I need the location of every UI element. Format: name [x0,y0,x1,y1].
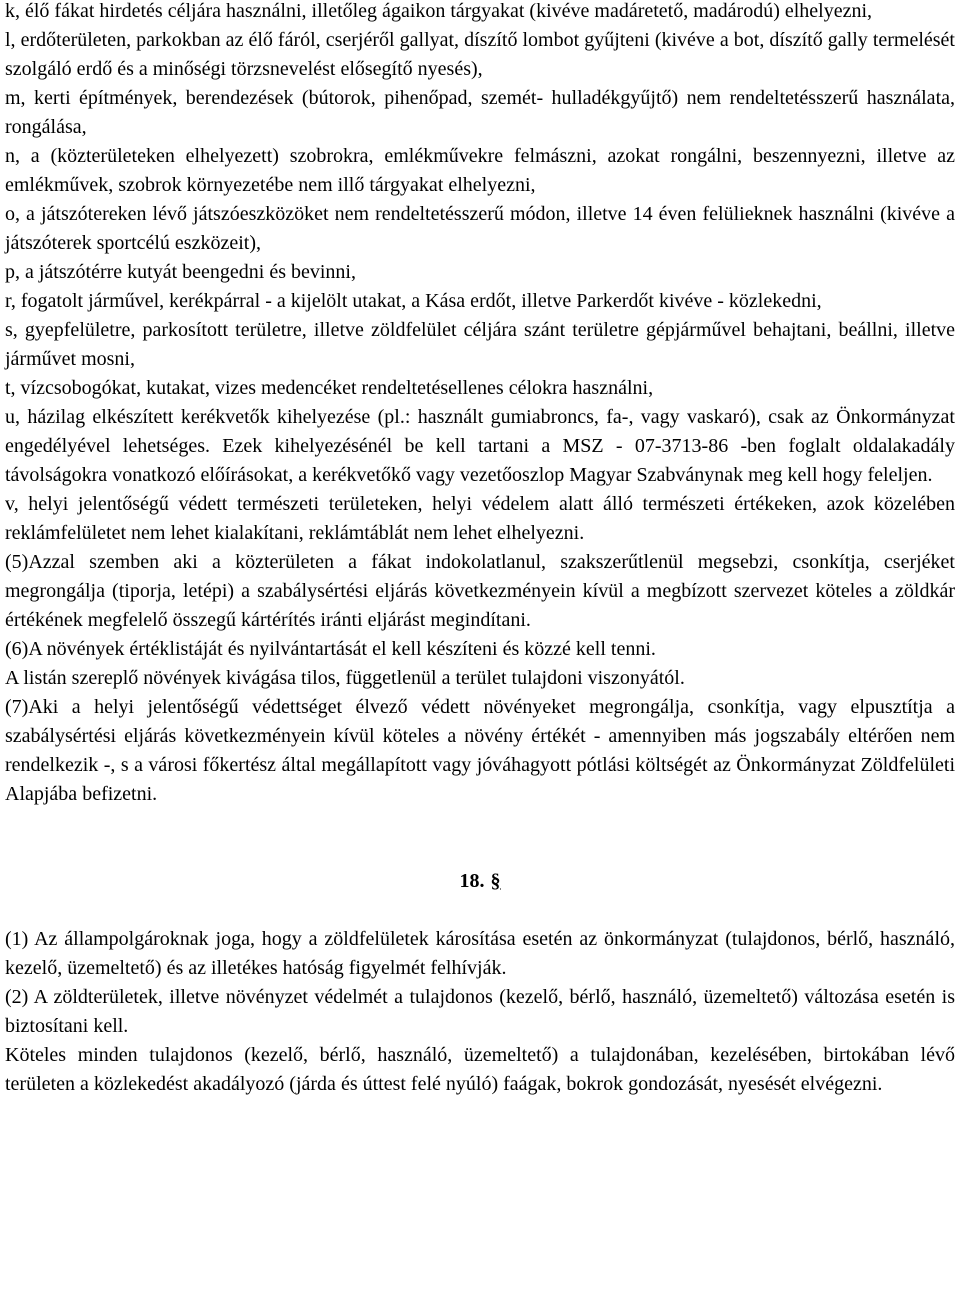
list-item-o: o, a játszótereken lévő játszóeszközöket nem rendeltetésszerű módon, illetve 14 éven felülieknek használni (kivéve a játszóterek sportcélú eszközeit), [5,203,955,254]
list-item-u: u, házilag elkészített kerékvetők kihelyezése (pl.: használt gumiabroncs, fa-, vagy vaskaró), csak az Önkormányzat engedélyével lehetséges. Ezek kihelyezésénél be kell tartani a MSZ - 07-3713-86 -ben foglalt oldalakadály távolságokra vonatkozó előírásokat, a kerékvetőkő vagy vezetőoszlop Magyar Szabványnak meg kell hogy feleljen. [5,406,955,486]
list-item-l: l, erdőterületen, parkokban az élő fáról, cserjéről gallyat, díszítő lombot gyűjteni (kivéve a bot, díszítő gally termelését szolgáló erdő és a minőségi törzsnevelést elősegítő nyesés), [5,29,955,80]
list-item-r: r, fogatolt járművel, kerékpárral - a kijelölt utakat, a Kása erdőt, illetve Parkerdőt kivéve - közlekedni, [5,290,822,312]
paragraph-7: (7)Aki a helyi jelentőségű védettséget élvező védett növényeket megrongálja, csonkítja, vagy elpusztítja a szabálysértési eljárás következményein kívül köteles a növény értékét - amennyiben más jogszabály eltérően nem rendelkezik -, s a városi főkertész által megállapított vagy jóváhagyott pótlási költségét az Önkormányzat Zöldfelületi Alapjába befizetni. [5,696,955,805]
list-item-m: m, kerti építmények, berendezések (bútorok, pihenőpad, szemét- hulladékgyűjtő) nem rendeltetésszerű használata, rongálása, [5,87,955,138]
paragraph-6-continuation: A listán szereplő növények kivágása tilos, függetlenül a terület tulajdoni viszonyától. [5,667,685,689]
document-page [5,0,955,1099]
list-item-t: t, vízcsobogókat, kutakat, vizes medencéket rendeltetésellenes célokra használni, [5,377,654,399]
section-number: 18. [459,870,485,892]
section-18-paragraph-3: Köteles minden tulajdonos (kezelő, bérlő, használó, üzemeltető) a tulajdonában, kezelésében, birtokában lévő területen a közlekedést akadályozó (járda és úttest felé nyúló) faágak, bokrok gondozását, nyesését elvégezni. [5,1044,955,1095]
section-18-paragraph-2: (2) A zöldterületek, illetve növényzet védelmét a tulajdonos (kezelő, bérlő, használó, üzemeltető) változása esetén is biztosítani kell. [5,986,955,1037]
list-item-p: p, a játszótérre kutyát beengedni és bevinni, [5,261,356,283]
list-item-n: n, a (közterületeken elhelyezett) szobrokra, emlékművekre felmászni, azokat rongálni, beszennyezni, illetve az emlékművek, szobrok környezetébe nem illő tárgyakat elhelyezni, [5,145,955,196]
list-item-v: v, helyi jelentőségű védett természeti területeken, helyi védelem alatt álló természeti értékeken, azok közelében reklámfelületet nem lehet kialakítani, reklámtáblát nem lehet elhelyezni. [5,493,955,544]
paragraph-6: (6)A növények értéklistáját és nyilvántartását el kell készíteni és közzé kell tenni. [5,638,656,660]
section-sign: § [490,870,501,892]
list-item-k: k, élő fákat hirdetés céljára használni, illetőleg ágaikon tárgyakat (kivéve madáretető, madárodú) elhelyezni, [5,0,873,22]
section-heading [5,809,955,925]
paragraph-5: (5)Azzal szemben aki a közterületen a fákat indokolatlanul, szakszerűtlenül megsebzi, csonkítja, cserjéket megrongálja (tiporja, letépi) a szabálysértési eljárás következményein kívül a megbízott szervezet köteles a zöldkár értékének megfelelő összegű kártérítés iránti eljárást megindítani. [5,551,955,631]
list-item-s: s, gyepfelületre, parkosított területre, illetve zöldfelület céljára szánt területre gépjárművel behajtani, beállni, illetve járművet mosni, [5,319,955,370]
section-18-paragraph-1: (1) Az állampolgároknak joga, hogy a zöldfelületek károsítása esetén az önkormányzat (tulajdonos, bérlő, használó, kezelő, üzemeltető) és az illetékes hatóság figyelmét felhívják. [5,928,955,979]
